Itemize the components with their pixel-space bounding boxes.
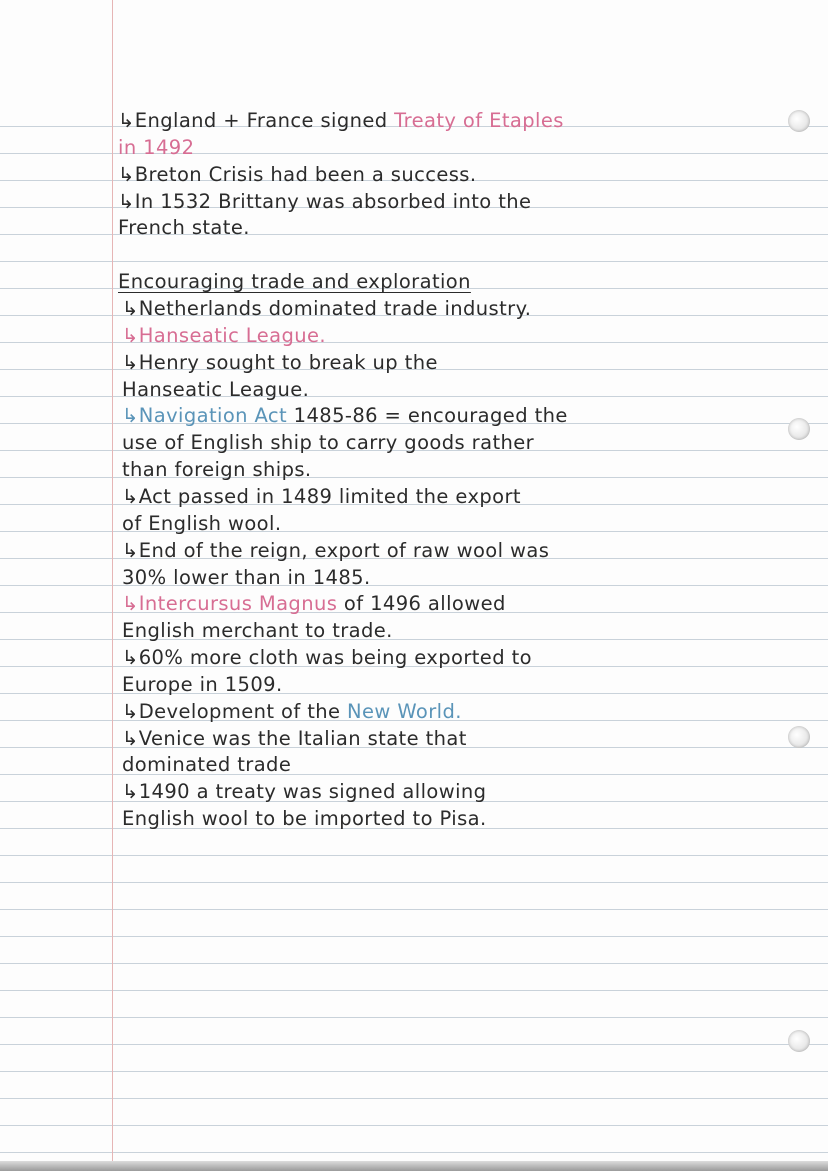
treaty-of-etaples-highlight: Treaty of Etaples <box>394 109 564 132</box>
page-top-margin <box>0 0 828 100</box>
hanseatic-league-highlight: ↳Hanseatic League. <box>122 323 326 347</box>
note-text: 1485-86 = encouraged the <box>287 404 568 428</box>
note-line <box>118 752 788 779</box>
note-line <box>118 591 788 618</box>
note-line <box>118 726 788 753</box>
note-line <box>118 699 788 726</box>
note-text: ↳Development of the <box>122 699 348 723</box>
note-text: Europe in 1509. <box>122 672 283 696</box>
note-line <box>118 779 788 806</box>
note-text: English merchant to trade. <box>122 619 393 643</box>
note-line <box>118 135 788 162</box>
note-line <box>118 162 788 189</box>
note-line <box>118 323 788 350</box>
note-line <box>118 565 788 592</box>
note-line <box>118 350 788 377</box>
note-line <box>118 618 788 645</box>
note-text: ↳In 1532 Brittany was absorbed into the <box>118 189 532 213</box>
intercursus-magnus-highlight: ↳Intercursus Magnus <box>122 592 338 616</box>
note-text: ↳End of the reign, export of raw wool was <box>122 538 550 562</box>
note-text: ↳Henry sought to break up the <box>122 350 438 374</box>
note-text: than foreign ships. <box>122 458 312 482</box>
note-text: ↳Breton Crisis had been a success. <box>118 162 477 186</box>
note-line <box>118 108 788 135</box>
navigation-act-highlight: ↳Navigation Act <box>122 404 288 428</box>
note-text: dominated trade <box>122 753 292 777</box>
section-heading: Encouraging trade and exploration <box>118 270 471 294</box>
note-line <box>118 806 788 833</box>
note-line <box>118 538 788 565</box>
note-line <box>118 215 788 242</box>
note-text: of 1496 allowed <box>337 592 506 616</box>
punch-hole <box>788 1030 810 1052</box>
note-text: use of English ship to carry goods rather <box>122 431 535 455</box>
note-text: French state. <box>118 216 250 240</box>
note-line <box>118 511 788 538</box>
handwritten-notes <box>118 108 788 833</box>
page-bottom-edge <box>0 1161 828 1171</box>
note-text: in 1492 <box>118 135 195 159</box>
note-line <box>118 457 788 484</box>
note-text: ↳Venice was the Italian state that <box>122 726 467 750</box>
note-line <box>118 296 788 323</box>
punch-hole <box>788 418 810 440</box>
note-text: ↳Netherlands dominated trade industry. <box>122 297 532 321</box>
note-line <box>118 484 788 511</box>
note-line <box>118 189 788 216</box>
punch-hole <box>788 110 810 132</box>
note-text: ↳Act passed in 1489 limited the export <box>122 484 521 508</box>
note-text: 30% lower than in 1485. <box>122 565 371 589</box>
note-text: English wool to be imported to Pisa. <box>122 807 487 831</box>
note-line <box>118 403 788 430</box>
note-line <box>118 645 788 672</box>
note-text: ↳1490 a treaty was signed allowing <box>122 780 487 804</box>
punch-hole <box>788 726 810 748</box>
note-line <box>118 672 788 699</box>
note-line <box>118 430 788 457</box>
note-line <box>118 377 788 404</box>
note-text: ↳England + France signed <box>118 109 395 132</box>
margin-line <box>112 0 113 1171</box>
note-text: Hanseatic League. <box>122 377 310 401</box>
blank-line <box>118 242 788 269</box>
note-text: of English wool. <box>122 511 282 535</box>
new-world-highlight: New World. <box>347 699 462 723</box>
note-text: ↳60% more cloth was being exported to <box>122 646 532 670</box>
